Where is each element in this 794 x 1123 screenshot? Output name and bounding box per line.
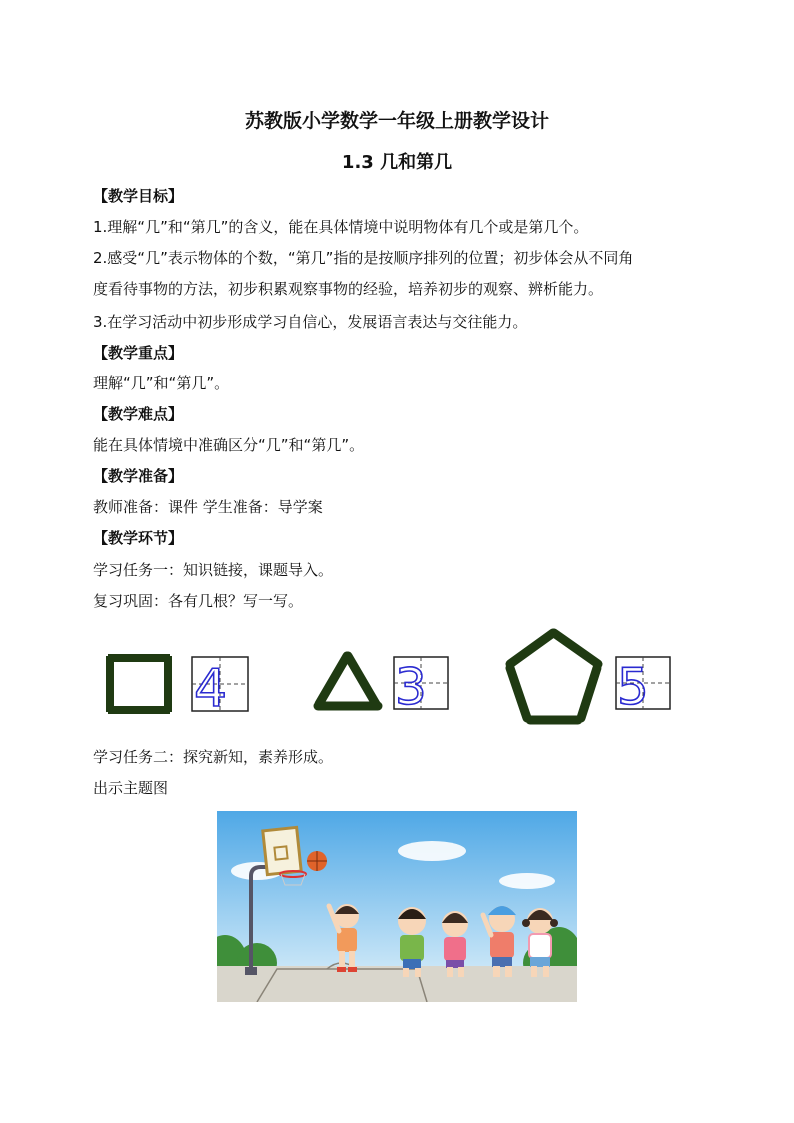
answer-grid-3 (393, 656, 449, 710)
goal-1: 1.理解“几”和“第几”的含义，能在具体情境中说明物体有几个或是第几个。 (93, 218, 589, 236)
task-2: 学习任务二：探究新知，素养形成。 (93, 748, 334, 766)
pentagon-icon (502, 626, 606, 726)
difficult-heading: 【教学难点】 (93, 405, 184, 423)
basketball-icon (307, 851, 327, 871)
steps-heading: 【教学环节】 (93, 529, 184, 547)
triangle-icon (310, 648, 385, 714)
goal-2-line-b: 度看待事物的方法，初步积累观察事物的经验，培养初步的观察、辨析能力。 (93, 280, 604, 298)
square-icon (100, 650, 180, 718)
goals-heading: 【教学目标】 (93, 187, 184, 205)
answer-digit: 3 (395, 658, 427, 710)
prep-text: 教师准备：课件 学生准备：导学案 (93, 498, 323, 516)
show-theme-picture: 出示主题图 (93, 779, 169, 797)
answer-digit: 5 (617, 658, 649, 710)
key-heading: 【教学重点】 (93, 344, 184, 362)
answer-digit: 4 (194, 659, 228, 712)
ground (217, 966, 577, 1002)
task-1: 学习任务一：知识链接，课题导入。 (93, 561, 334, 579)
goal-2-line-a: 2.感受“几”表示物体的个数，“第几”指的是按顺序排列的位置；初步体会从不同角 (93, 249, 634, 267)
answer-grid-4 (191, 656, 249, 712)
answer-grid-5 (615, 656, 671, 710)
key-text: 理解“几”和“第几”。 (93, 374, 230, 392)
lesson-title: 1.3 几和第几 (341, 152, 453, 173)
prep-heading: 【教学准备】 (93, 467, 184, 485)
difficult-text: 能在具体情境中准确区分“几”和“第几”。 (93, 436, 365, 454)
review-figures (0, 620, 794, 730)
document-title: 苏教版小学数学一年级上册教学设计 (244, 110, 549, 132)
theme-illustration (217, 811, 577, 1002)
goal-3: 3.在学习活动中初步形成学习自信心，发展语言表达与交往能力。 (93, 313, 528, 331)
review-instruction: 复习巩固：各有几根？写一写。 (93, 592, 304, 610)
